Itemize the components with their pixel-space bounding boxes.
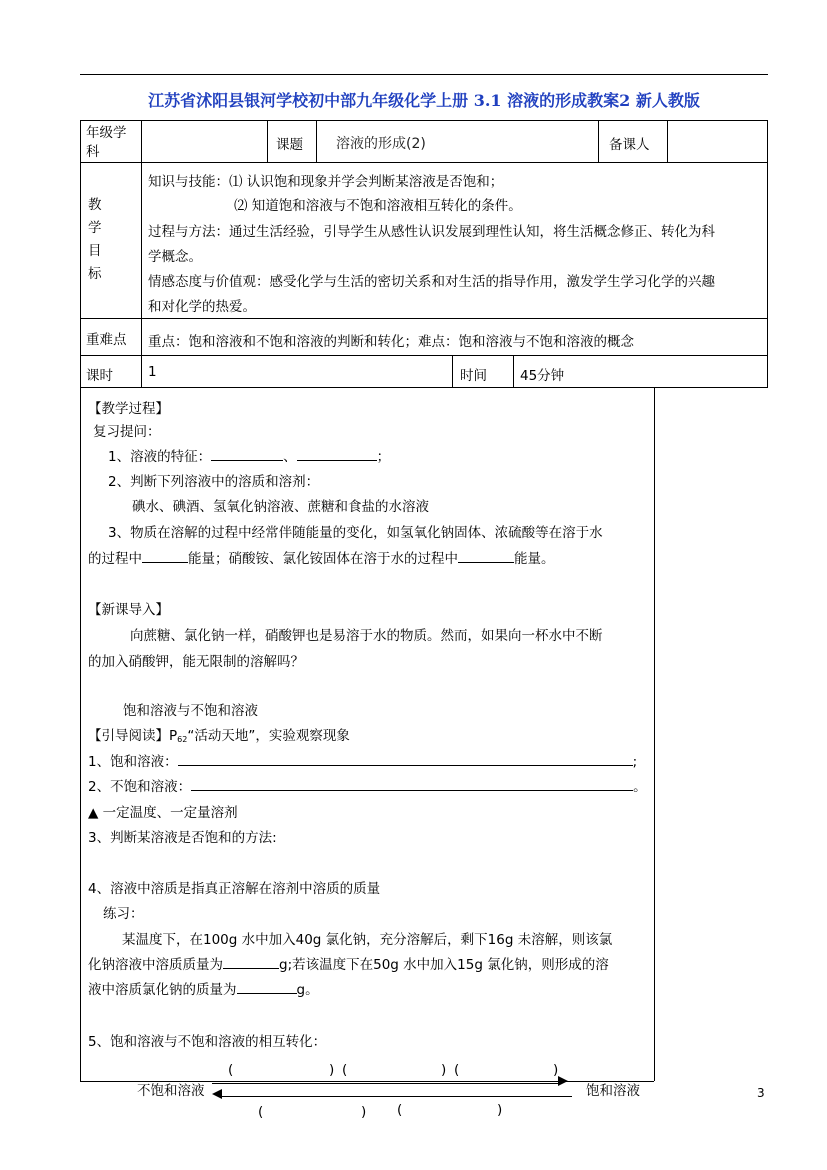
- question-1-sep: 、: [283, 449, 297, 465]
- period-value: 1: [148, 364, 157, 380]
- question-2-items: 碘水、碘酒、氢氧化钠溶液、蔗糖和食盐的水溶液: [132, 499, 429, 515]
- row-divider-3: [80, 355, 767, 356]
- question-1-text: 1、溶液的特征：: [108, 449, 212, 465]
- exercise-line-2: [88, 953, 609, 973]
- top-rule: [80, 74, 768, 75]
- paren: (: [454, 1062, 460, 1078]
- objective-emotion-1: 情感态度与价值观：感受化学与生活的密切关系和对生活的指导作用，激发学生学习化学的兴趣: [148, 274, 715, 290]
- new-lesson-heading: 【新课导入】: [88, 602, 169, 618]
- paren: ): [553, 1062, 559, 1078]
- question-3-text-c: 能量。: [514, 551, 555, 567]
- lesson-value: 溶液的形成(2): [336, 136, 426, 152]
- key-points-label: 重难点: [86, 332, 127, 348]
- condition-note: ▲ 一定温度、一定量溶剂: [88, 805, 238, 821]
- question-1-end: ；: [376, 449, 391, 465]
- question-1: [108, 445, 390, 465]
- table-border-left: [80, 120, 81, 1081]
- paren: ): [329, 1062, 335, 1078]
- objective-emotion-2: 和对化学的热爱。: [148, 299, 256, 315]
- definition-unsaturated-label: 2、不饱和溶液：: [88, 779, 192, 795]
- table-border-top: [80, 120, 767, 121]
- row-divider-1: [80, 162, 767, 163]
- objectives-label-char: 目: [88, 243, 102, 259]
- item-4: 4、溶液中溶质是指真正溶解在溶剂中溶质的质量: [88, 881, 381, 897]
- question-3-line-1: 3、物质在溶解的过程中经常伴随能量的变化，如氢氧化钠固体、浓硫酸等在溶于水: [108, 525, 603, 541]
- question-3-line-2: [88, 547, 555, 567]
- item-5: 5、饱和溶液与不饱和溶液的相互转化：: [88, 1034, 327, 1050]
- paren: (: [258, 1104, 264, 1120]
- exercise-text-a: 化钠溶液中溶质质量为: [88, 957, 223, 973]
- row-divider-4: [80, 387, 767, 388]
- answer-blank[interactable]: [223, 954, 279, 969]
- guided-reading-a: 【引导阅读】P: [88, 728, 178, 744]
- lesson-label: 课题: [276, 137, 303, 153]
- objective-knowledge-2: ⑵ 知道饱和溶液与不饱和溶液相互转化的条件。: [234, 198, 522, 214]
- col-divider-e: [667, 120, 668, 162]
- table-border-right: [767, 120, 768, 388]
- document-title: 江苏省沭阳县银河学校初中部九年级化学上册 3.1 溶液的形成教案2 新人教版: [148, 91, 700, 110]
- paren: ): [361, 1104, 367, 1120]
- paren: ): [497, 1102, 503, 1118]
- definition-saturated-end: ;: [632, 754, 638, 770]
- page-number: 3: [757, 1086, 765, 1100]
- objectives-label: [88, 194, 108, 286]
- reverse-arrow-line: [222, 1096, 572, 1097]
- objective-process-2: 学概念。: [148, 249, 202, 265]
- exercise-line-3: [88, 978, 319, 998]
- practice-heading: 练习：: [103, 906, 144, 922]
- intro-line-1: 向蔗糖、氯化钠一样，硝酸钾也是易溶于水的物质。然而，如果向一杯水中不断: [130, 628, 603, 644]
- row-divider-2: [80, 318, 767, 319]
- exercise-line-1: 某温度下，在100g 水中加入40g 氯化钠，充分溶解后，剩下16g 未溶解，则该氯: [122, 932, 613, 948]
- answer-blank[interactable]: [297, 446, 377, 461]
- question-3-text-b: 能量；硝酸铵、氯化铵固体在溶于水的过程中: [188, 551, 458, 567]
- col-divider-b: [267, 120, 268, 162]
- col-divider-c: [316, 120, 317, 162]
- col-divider-g: [513, 355, 514, 387]
- answer-blank[interactable]: [191, 776, 633, 791]
- time-label: 时间: [460, 368, 487, 384]
- objectives-label-char: 教: [88, 197, 102, 213]
- guided-reading-b: “活动天地”，实验观察现象: [187, 728, 350, 744]
- section-title: 饱和溶液与不饱和溶液: [123, 703, 258, 719]
- exercise-text-d: g。: [296, 982, 319, 998]
- preparer-label: 备课人: [609, 137, 650, 153]
- review-heading: 复习提问：: [93, 424, 161, 440]
- definition-unsaturated-end: 。: [633, 779, 647, 795]
- answer-blank[interactable]: [211, 446, 283, 461]
- key-points-text: 重点：饱和溶液和不饱和溶液的判断和转化；难点：饱和溶液与不饱和溶液的概念: [148, 334, 634, 350]
- forward-arrow-line: [212, 1083, 562, 1084]
- col-divider-a: [141, 120, 142, 388]
- col-divider-f: [452, 355, 453, 387]
- objective-knowledge-1: 知识与技能：⑴ 认识饱和现象并学会判断某溶液是否饱和；: [148, 174, 504, 190]
- intro-line-2: 的加入硝酸钾，能无限制的溶解吗？: [88, 654, 304, 670]
- process-heading: 【教学过程】: [88, 401, 169, 417]
- exercise-text-b: g;若该温度下在50g 水中加入15g 氯化钠，则形成的溶: [279, 957, 609, 973]
- page-ref-subscript: 62: [177, 735, 188, 744]
- question-2: 2、判断下列溶液中的溶质和溶剂：: [108, 474, 320, 490]
- definition-unsaturated: [88, 775, 647, 795]
- paren: (: [397, 1102, 403, 1118]
- unsaturated-solution-label: 不饱和溶液: [137, 1083, 205, 1099]
- question-3-text-a: 的过程中: [88, 551, 142, 567]
- answer-blank[interactable]: [237, 979, 297, 994]
- paren: (: [228, 1062, 234, 1078]
- time-value: 45分钟: [520, 368, 565, 384]
- process-border-right: [654, 387, 655, 1081]
- grade-subject-label: 年级学科: [86, 125, 127, 160]
- period-label: 课时: [86, 368, 113, 384]
- guided-reading: [88, 724, 350, 744]
- answer-blank[interactable]: [458, 548, 514, 563]
- col-divider-d: [598, 120, 599, 162]
- saturated-solution-label: 饱和溶液: [586, 1083, 640, 1099]
- paren: (: [342, 1062, 348, 1078]
- paren: ): [441, 1062, 447, 1078]
- objectives-label-char: 学: [88, 220, 102, 236]
- answer-blank[interactable]: [178, 751, 633, 766]
- answer-blank[interactable]: [142, 548, 188, 563]
- definition-saturated-label: 1、饱和溶液：: [88, 754, 178, 770]
- definition-saturated: [88, 750, 637, 770]
- objective-process-1: 过程与方法：通过生活经验，引导学生从感性认识发展到理性认知，将生活概念修正、转化为科: [148, 224, 715, 240]
- reverse-arrow-head-icon: [212, 1089, 222, 1099]
- objectives-label-char: 标: [88, 266, 102, 282]
- forward-arrow-head-icon: [558, 1076, 568, 1086]
- item-3: 3、判断某溶液是否饱和的方法:: [88, 830, 277, 846]
- exercise-text-c: 液中溶质氯化钠的质量为: [88, 982, 237, 998]
